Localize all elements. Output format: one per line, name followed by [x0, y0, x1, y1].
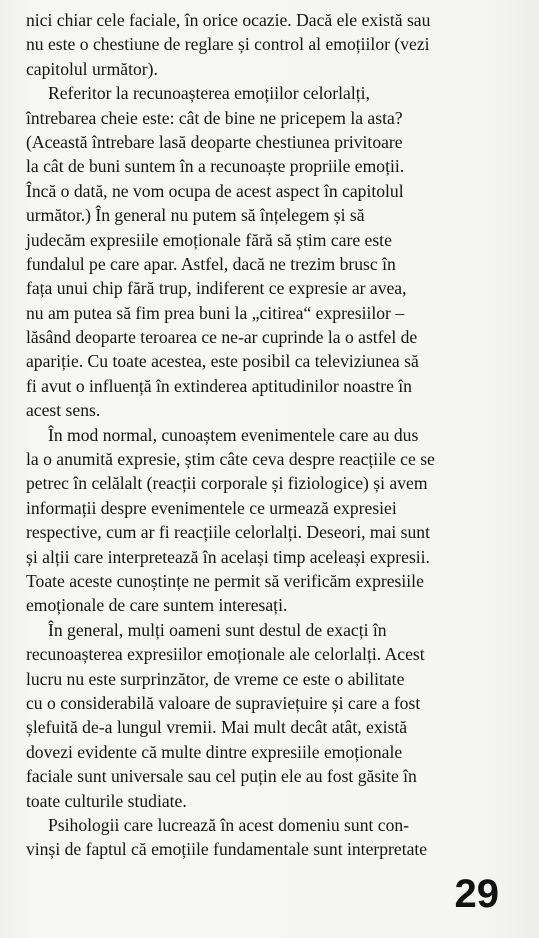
- text-line: În mod normal, cunoaștem evenimentele care au dus: [48, 424, 419, 445]
- text-line: Încă o dată, ne vom ocupa de acest aspect în capitolul: [26, 180, 404, 201]
- text-line: nu am putea să fim prea buni la „citirea“ expresiilor –: [26, 302, 405, 323]
- text-line: capitolul următor).: [26, 58, 158, 79]
- page-number: 29: [454, 872, 499, 916]
- text-line: acest sens.: [26, 400, 101, 421]
- text-line: lucru nu este surprinzător, de vreme ce este o abilitate: [26, 668, 405, 689]
- text-line: recunoașterea expresiilor emoționale ale celorlalți. Acest: [26, 644, 425, 665]
- text-line: Referitor la recunoașterea emoțiilor celorlalți,: [48, 83, 370, 104]
- text-line: nici chiar cele faciale, în orice ocazie. Dacă ele există sau: [26, 10, 431, 30]
- text-line: faciale sunt universale sau cel puțin ele au fost găsite în: [26, 766, 417, 787]
- text-line: următor.) În general nu putem să înțelegem și să: [26, 205, 365, 226]
- text-line: întrebarea cheie este: cât de bine ne pricepem la asta?: [26, 107, 403, 128]
- text-line: petrec în celălalt (reacții corporale și fiziologice) și avem: [26, 473, 428, 494]
- text-line: judecăm expresiile emoționale fără să știm care este: [26, 229, 392, 250]
- text-line: (Această întrebare lasă deoparte chestiunea privitoare: [26, 131, 403, 152]
- text-line: dovezi evidente că multe dintre expresiile emoționale: [26, 741, 403, 762]
- text-line: emoționale de care suntem interesați.: [26, 595, 288, 616]
- text-line: Psihologii care lucrează în acest domeniu sunt con-: [48, 814, 410, 835]
- text-line: fi avut o influență în extinderea aptitudinilor noastre în: [26, 375, 412, 396]
- text-line: la cât de buni suntem în a recunoaște propriile emoții.: [26, 156, 405, 177]
- text-line: În general, mulți oameni sunt destul de exacți în: [48, 619, 387, 640]
- text-line: vinși de faptul că emoțiile fundamentale sunt interpretate: [26, 839, 428, 860]
- text-line: respective, cum ar fi reacțiile celorlalți. Deseori, mai sunt: [26, 522, 430, 543]
- text-line: lăsând deoparte teroarea ce ne-ar cuprinde la o astfel de: [26, 327, 418, 348]
- text-line: șlefuită de-a lungul vremii. Mai mult decât atât, există: [26, 717, 408, 738]
- text-line: și alții care interpretează în același timp aceleași expresii.: [26, 546, 430, 567]
- text-line: toate culturile studiate.: [26, 790, 187, 811]
- text-line: fața unui chip fără trup, indiferent ce expresie ar avea,: [26, 278, 407, 299]
- body-text: [26, 8, 516, 862]
- text-line: informații despre evenimentele ce urmează expresiei: [26, 497, 397, 518]
- text-line: Toate aceste cunoștințe ne permit să verificăm expresiile: [26, 570, 424, 591]
- text-line: cu o considerabilă valoare de supraviețuire și care a fost: [26, 692, 421, 713]
- text-line: nu este o chestiune de reglare și control al emoțiilor (vezi: [26, 34, 430, 55]
- text-line: fundalul pe care apar. Astfel, dacă ne trezim brusc în: [26, 253, 396, 274]
- text-line: la o anumită expresie, știm câte ceva despre reacțiile ce se: [26, 449, 435, 470]
- text-line: apariție. Cu toate acestea, este posibil ca televiziunea să: [26, 351, 419, 372]
